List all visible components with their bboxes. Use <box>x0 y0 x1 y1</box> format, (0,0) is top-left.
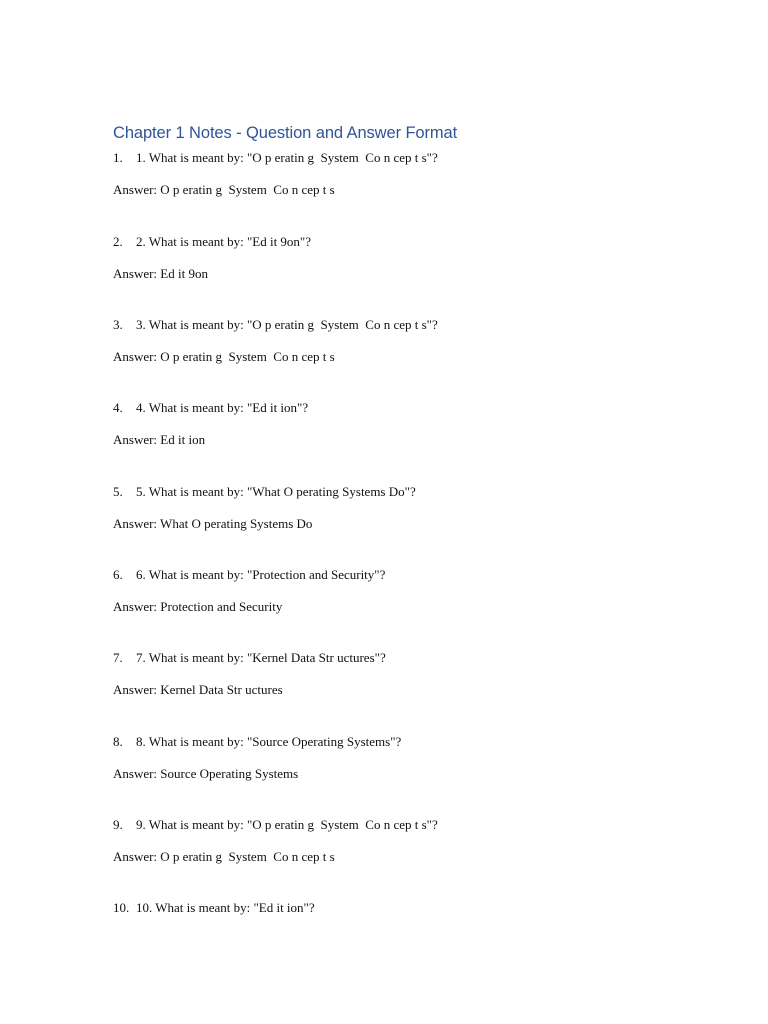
question-number: 9. <box>113 817 123 832</box>
answer-8: Answer: Source Operating Systems <box>113 766 299 781</box>
answer-9: Answer: O p eratin g System Co n cep t s <box>113 849 335 864</box>
question-text: 3. What is meant by: "O p eratin g System Co n cep t s"? <box>136 317 438 332</box>
question-text: 10. What is meant by: "Ed it ion"? <box>136 900 315 915</box>
answer-1: Answer: O p eratin g System Co n cep t s <box>113 182 335 197</box>
question-number: 7. <box>113 650 123 665</box>
answer-4: Answer: Ed it ion <box>113 432 206 447</box>
answer-3: Answer: O p eratin g System Co n cep t s <box>113 349 335 364</box>
question-text: 6. What is meant by: "Protection and Security"? <box>136 567 386 582</box>
question-number: 8. <box>113 734 123 749</box>
question-number: 5. <box>113 484 123 499</box>
question-number: 1. <box>113 150 123 165</box>
question-text: 2. What is meant by: "Ed it 9on"? <box>136 234 312 249</box>
question-7 <box>113 650 386 666</box>
answer-6: Answer: Protection and Security <box>113 599 283 614</box>
question-text: 7. What is meant by: "Kernel Data Str uctures"? <box>136 650 386 665</box>
question-9 <box>113 817 438 833</box>
question-1 <box>113 150 438 166</box>
question-10 <box>113 900 315 916</box>
question-number: 10. <box>113 900 130 915</box>
answer-7: Answer: Kernel Data Str uctures <box>113 682 283 697</box>
question-2 <box>113 234 311 250</box>
question-number: 4. <box>113 400 123 415</box>
question-6 <box>113 567 385 583</box>
question-4 <box>113 400 308 416</box>
question-text: 5. What is meant by: "What O perating Systems Do"? <box>136 484 416 499</box>
question-5 <box>113 484 416 500</box>
question-number: 3. <box>113 317 123 332</box>
question-8 <box>113 734 401 750</box>
document-title: Chapter 1 Notes - Question and Answer Format <box>113 124 458 142</box>
question-text: 4. What is meant by: "Ed it ion"? <box>136 400 309 415</box>
question-number: 6. <box>113 567 123 582</box>
question-number: 2. <box>113 234 123 249</box>
question-3 <box>113 317 438 333</box>
question-text: 9. What is meant by: "O p eratin g System Co n cep t s"? <box>136 817 438 832</box>
question-text: 8. What is meant by: "Source Operating Systems"? <box>136 734 402 749</box>
answer-5: Answer: What O perating Systems Do <box>113 516 313 531</box>
question-text: 1. What is meant by: "O p eratin g System Co n cep t s"? <box>136 150 438 165</box>
answer-2: Answer: Ed it 9on <box>113 266 208 281</box>
